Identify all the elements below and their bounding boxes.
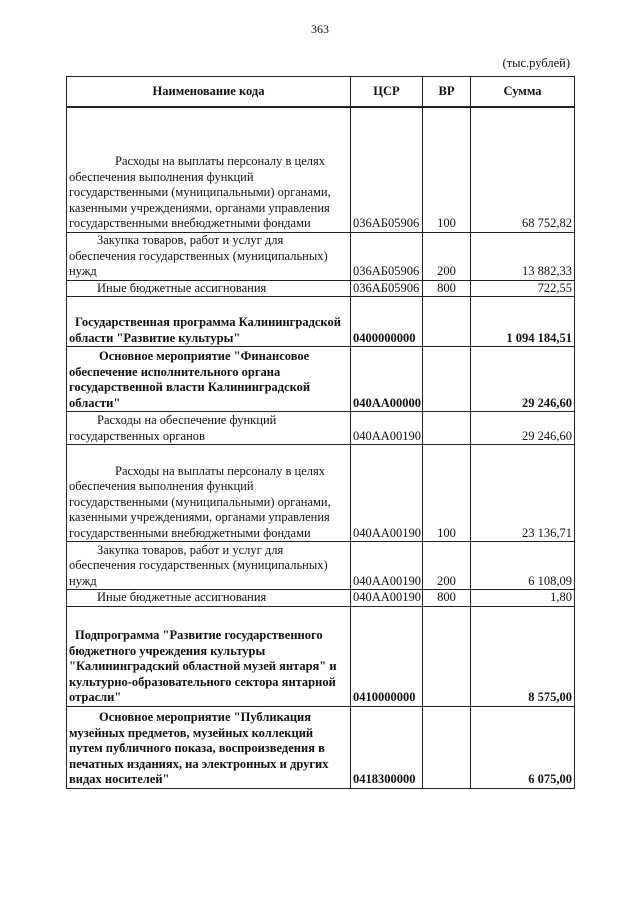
row-vr: 200 xyxy=(423,232,471,280)
row-csr: 0418300000 xyxy=(351,706,423,788)
row-vr: 800 xyxy=(423,590,471,607)
table-row xyxy=(67,542,575,590)
row-name: Иные бюджетные ассигнования xyxy=(67,280,351,297)
row-sum: 6 075,00 xyxy=(471,706,575,788)
row-name: Расходы на выплаты персоналу в целях обеспечения выполнения функций государственными (муниципальными) органами, казенными учреждениями, органами управления государственными внебюджетными фондами xyxy=(67,107,351,232)
row-vr xyxy=(423,706,471,788)
row-name: Расходы на обеспечение функций государственных органов xyxy=(67,412,351,445)
row-vr xyxy=(423,347,471,412)
table-row xyxy=(67,445,575,542)
row-csr: 040АА00000 xyxy=(351,347,423,412)
units-label: (тыс.рублей) xyxy=(502,56,570,70)
table-row xyxy=(67,706,575,788)
row-csr: 036АБ05906 xyxy=(351,107,423,232)
row-sum: 29 246,60 xyxy=(471,347,575,412)
row-csr: 036АБ05906 xyxy=(351,280,423,297)
row-name: Иные бюджетные ассигнования xyxy=(67,590,351,607)
table-row xyxy=(67,280,575,297)
budget-table xyxy=(66,76,575,789)
row-vr xyxy=(423,297,471,347)
col-header-name: Наименование кода xyxy=(67,77,351,108)
row-sum: 68 752,82 xyxy=(471,107,575,232)
row-csr: 0400000000 xyxy=(351,297,423,347)
row-sum: 23 136,71 xyxy=(471,445,575,542)
row-sum: 722,55 xyxy=(471,280,575,297)
row-sum: 29 246,60 xyxy=(471,412,575,445)
row-sum: 13 882,33 xyxy=(471,232,575,280)
table-row xyxy=(67,107,575,232)
table-row xyxy=(67,297,575,347)
row-sum: 1,80 xyxy=(471,590,575,607)
row-csr: 040АА00190 xyxy=(351,412,423,445)
row-name: Закупка товаров, работ и услуг для обеспечения государственных (муниципальных) нужд xyxy=(67,232,351,280)
row-name: Расходы на выплаты персоналу в целях обеспечения выполнения функций государственными (муниципальными) органами, казенными учреждениями, органами управления государственными внебюджетными фондами xyxy=(67,445,351,542)
table-row xyxy=(67,347,575,412)
col-header-sum: Сумма xyxy=(471,77,575,108)
row-sum: 1 094 184,51 xyxy=(471,297,575,347)
row-csr: 040АА00190 xyxy=(351,445,423,542)
row-vr xyxy=(423,412,471,445)
col-header-vr: ВР xyxy=(423,77,471,108)
row-sum: 8 575,00 xyxy=(471,606,575,706)
table-row xyxy=(67,606,575,706)
row-csr: 040АА00190 xyxy=(351,542,423,590)
row-csr: 0410000000 xyxy=(351,606,423,706)
row-sum: 6 108,09 xyxy=(471,542,575,590)
table-header-row xyxy=(67,77,575,108)
row-name: Основное мероприятие "Публикация музейных предметов, музейных коллекций путем публичного показа, воспроизведения в печатных изданиях, на электронных и других видах носителей" xyxy=(67,706,351,788)
row-name: Закупка товаров, работ и услуг для обеспечения государственных (муниципальных) нужд xyxy=(67,542,351,590)
table-row xyxy=(67,412,575,445)
col-header-csr: ЦСР xyxy=(351,77,423,108)
row-vr: 100 xyxy=(423,445,471,542)
row-vr: 100 xyxy=(423,107,471,232)
row-name: Основное мероприятие "Финансовое обеспечение исполнительного органа государственной власти Калининградской области" xyxy=(67,347,351,412)
table-row xyxy=(67,590,575,607)
table-row xyxy=(67,232,575,280)
row-name: Государственная программа Калининградской области "Развитие культуры" xyxy=(67,297,351,347)
page-number: 363 xyxy=(311,22,329,36)
row-vr: 800 xyxy=(423,280,471,297)
row-csr: 040АА00190 xyxy=(351,590,423,607)
row-name: Подпрограмма "Развитие государственного бюджетного учреждения культуры "Калининградский областной музей янтаря" и культурно-образовательного сектора янтарной отрасли" xyxy=(67,606,351,706)
row-csr: 036АБ05906 xyxy=(351,232,423,280)
row-vr xyxy=(423,606,471,706)
row-vr: 200 xyxy=(423,542,471,590)
